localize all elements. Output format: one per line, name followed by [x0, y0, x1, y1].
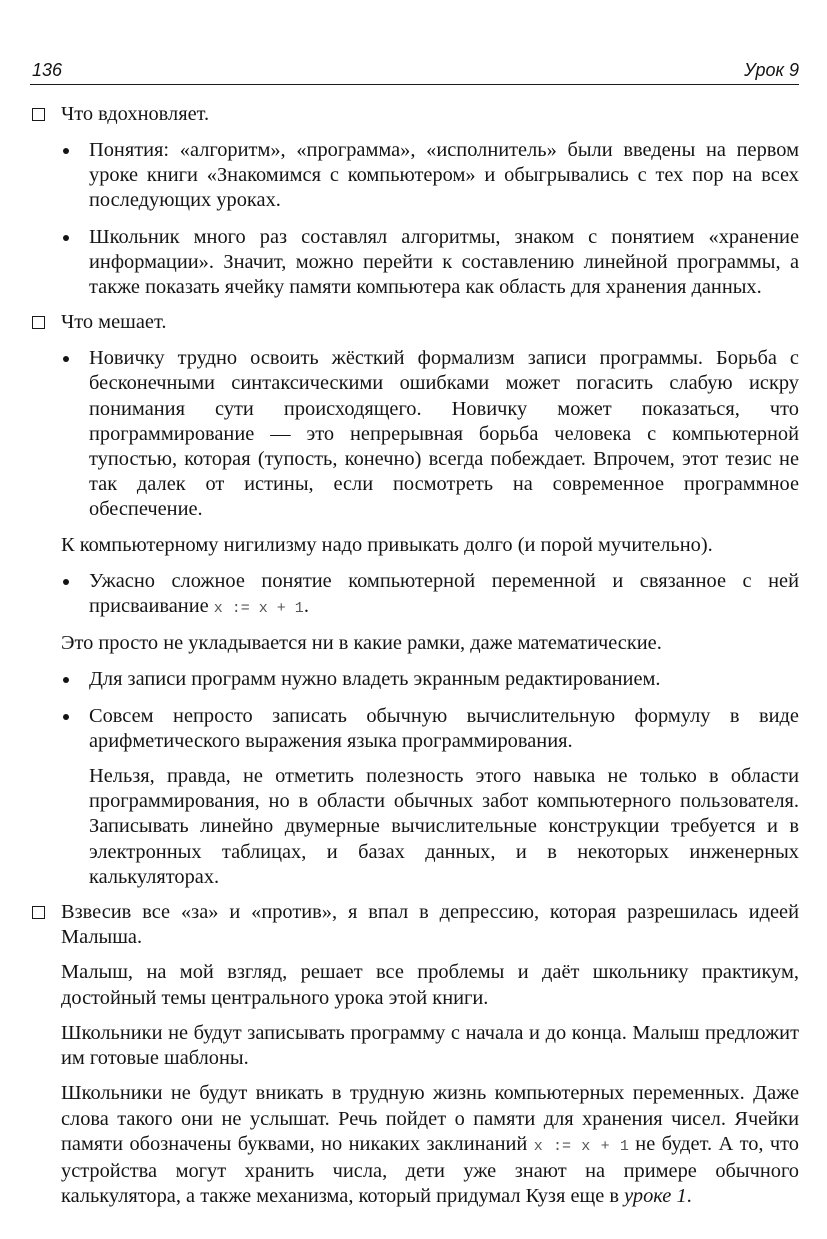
paragraph-text: не будет. А то, что устройства могут хранить числа, дети уже знают на примере обычного калькулятора, а также механизма, который придумал Кузя еще в — [61, 1132, 799, 1208]
bullet-text: Совсем непросто записать обычную вычислительную формулу в виде арифметического выражения языка программирования. — [89, 704, 799, 752]
paragraph: Малыш, на мой взгляд, решает все проблемы и даёт школьнику практикум, достойный темы центрального урока этой книги. — [61, 961, 799, 1009]
bullet-text: Ужасно сложное понятие компьютерной переменной и связанное с ней присваивание — [89, 569, 799, 618]
bullet-icon — [63, 579, 69, 585]
running-header — [30, 58, 799, 85]
code-snippet: x := x + 1 — [213, 600, 304, 618]
chapter-title: Урок 9 — [744, 60, 799, 80]
bullet-item — [30, 704, 799, 754]
section-inspires — [30, 102, 799, 127]
bullet-item — [30, 138, 799, 214]
paragraph — [30, 1081, 799, 1209]
bullet-icon — [63, 148, 69, 154]
bullet-item — [30, 569, 799, 621]
bullet-item — [30, 225, 799, 301]
bullet-item — [30, 346, 799, 522]
checkbox-square-icon — [32, 316, 45, 329]
section-title: Что мешает. — [61, 311, 167, 334]
paragraph: Это просто не укладывается ни в какие рамки, даже математические. — [61, 632, 662, 655]
checkbox-square-icon — [32, 108, 45, 121]
punctuation: . — [686, 1185, 692, 1208]
code-snippet: x := x + 1 — [533, 1137, 629, 1155]
section-title: Что вдохновляет. — [61, 103, 210, 125]
bullet-subparagraph: Нельзя, правда, не отметить полезность этого навыка не только в области программирования, но в области обычных забот компьютерного пользователя. Записывать линейно двумерные вычислительные конструкции требуется и в электронных таблицах, и базах данных, и в некоторых инженерных калькуляторах. — [89, 765, 799, 888]
bullet-text: Новичку трудно освоить жёсткий формализм записи программы. Борьба с бесконечными синтаксическими ошибками может погасить слабую искру понимания сути происходящего. Новичку может показаться, что программирование — это непрерывная борьба человека с компьютерной тупостью, которая (тупость, конечно) всегда побеждает. Впрочем, этот тезис не так далек от истины, если посмотреть на современное программное обеспечение. — [89, 347, 799, 521]
bullet-icon — [63, 356, 69, 362]
paragraph: К компьютерному нигилизму надо привыкать долго (и порой мучительно). — [61, 533, 713, 556]
bullet-text: Для записи программ нужно владеть экранным редактированием. — [89, 668, 661, 691]
bullet-icon — [63, 677, 69, 683]
section-decision — [30, 900, 799, 950]
paragraph-text: Школьники не будут вникать в трудную жизнь компьютерных переменных. Даже слова такого они не услышат. Речь пойдет о памяти для хранения чисел. Ячейки памяти обозначены буквами, но никаких заклинаний — [61, 1082, 799, 1155]
bullet-text: Школьник много раз составлял алгоритмы, знаком с понятием «хранение информации». Значит, можно перейти к составлению линейной программы, а также показать ячейку памяти компьютера как область для хранения данных. — [89, 225, 799, 299]
section-obstacles — [30, 310, 799, 335]
punctuation: . — [303, 595, 309, 618]
paragraph: Школьники не будут записывать программу с начала и до конца. Малыш предложит им готовые шаблоны. — [61, 1021, 799, 1070]
section-title: Взвесив все «за» и «против», я впал в депрессию, которая разрешилась идеей Малыша. — [61, 901, 799, 949]
bullet-item — [30, 667, 799, 692]
checkbox-square-icon — [32, 906, 45, 919]
lesson-reference: уроке 1 — [624, 1185, 687, 1208]
page-number: 136 — [32, 60, 63, 80]
bullet-text: Понятия: «алгоритм», «программа», «исполнитель» были введены на первом уроке книги «Знакомимся с компьютером» и обыгрывались с тех пор на всех последующих уроках. — [89, 139, 799, 212]
bullet-icon — [63, 235, 69, 241]
bullet-icon — [63, 714, 69, 720]
page-content — [30, 102, 799, 1209]
